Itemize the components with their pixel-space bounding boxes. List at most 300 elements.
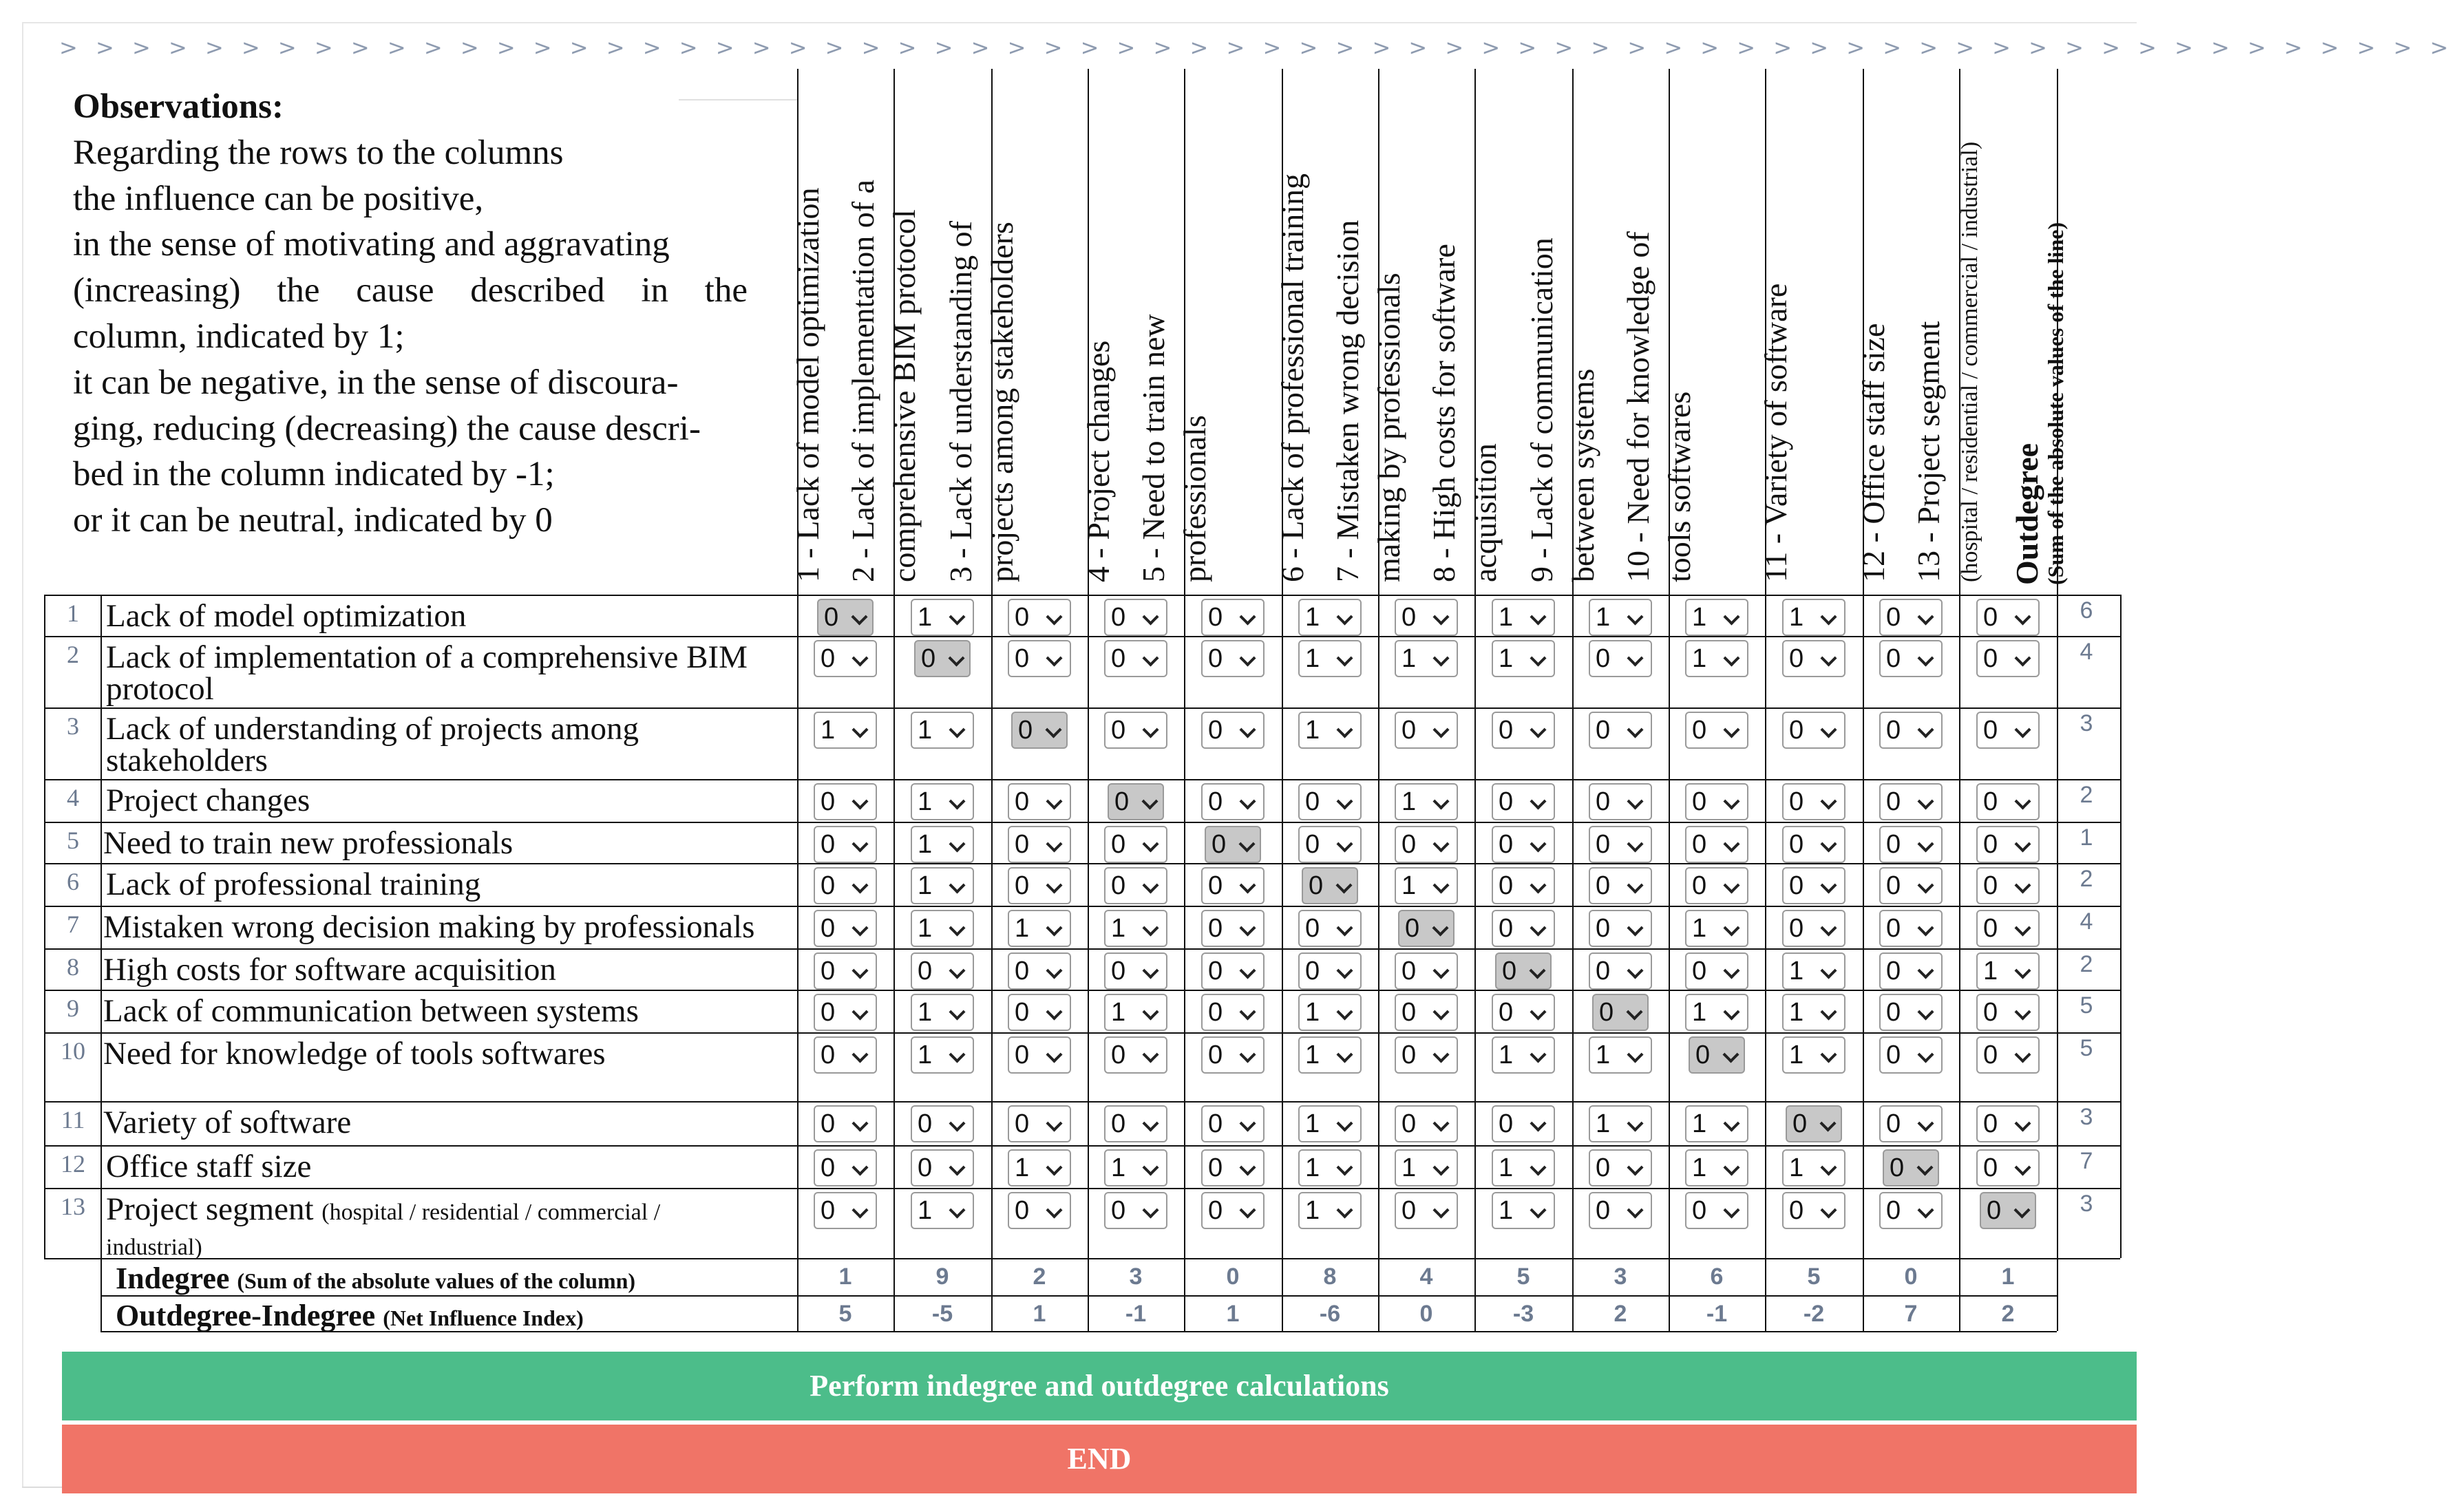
influence-select[interactable] — [1104, 826, 1167, 863]
select-value: 0 — [1305, 914, 1320, 943]
influence-select[interactable] — [814, 910, 877, 947]
chevron-down-icon — [1432, 1202, 1449, 1218]
chevron-down-icon — [1917, 919, 1934, 936]
influence-select[interactable] — [1395, 867, 1458, 904]
select-value: 0 — [821, 1041, 836, 1069]
column-header-text — [843, 73, 925, 582]
chevron-down-icon — [852, 650, 868, 666]
influence-select[interactable] — [1879, 867, 1943, 904]
chevron-down-icon — [1239, 1115, 1256, 1131]
diagonal-select[interactable] — [1689, 1036, 1745, 1074]
chevron-down-icon — [1530, 877, 1546, 893]
indegree-label — [116, 1261, 635, 1296]
outdegree-value: 3 — [2080, 710, 2093, 736]
column-header-line: making by professionals — [1371, 273, 1406, 582]
influence-select[interactable] — [1879, 599, 1943, 636]
row-label-text: stakeholders — [106, 743, 268, 778]
select-value: 0 — [1015, 871, 1030, 900]
influence-select[interactable] — [814, 783, 877, 820]
select-value: 0 — [1499, 871, 1514, 900]
select-value: 0 — [1886, 716, 1901, 745]
chevron-down-icon — [1820, 1046, 1837, 1063]
influence-select[interactable] — [911, 1036, 974, 1074]
influence-select[interactable] — [1104, 712, 1167, 749]
influence-select[interactable] — [1589, 640, 1652, 677]
influence-select[interactable] — [1104, 1192, 1167, 1229]
influence-select[interactable] — [1782, 640, 1845, 677]
influence-select[interactable] — [911, 712, 974, 749]
influence-select[interactable] — [1492, 1036, 1555, 1074]
chevron-down-icon — [852, 793, 868, 809]
select-value: 0 — [1015, 1196, 1030, 1225]
grid-line — [44, 1188, 2120, 1189]
chevron-down-icon — [1336, 608, 1353, 625]
influence-select[interactable] — [1201, 1036, 1265, 1074]
influence-select[interactable] — [1201, 640, 1265, 677]
influence-select[interactable] — [1008, 952, 1071, 990]
select-value: 1 — [1596, 1041, 1611, 1069]
select-value: 0 — [1692, 716, 1707, 745]
influence-select[interactable] — [1685, 599, 1748, 636]
influence-select[interactable] — [1685, 1149, 1748, 1186]
influence-select[interactable] — [1685, 867, 1748, 904]
influence-select[interactable] — [1976, 712, 2040, 749]
perform-calculations-button[interactable]: Perform indegree and outdegree calculations — [62, 1352, 2137, 1420]
select-value: 0 — [1015, 603, 1030, 632]
select-value: 0 — [1305, 787, 1320, 816]
row-label — [106, 641, 748, 705]
influence-select[interactable] — [1976, 994, 2040, 1031]
select-value: 0 — [821, 871, 836, 900]
select-value: 0 — [1499, 914, 1514, 943]
select-value: 0 — [1208, 603, 1223, 632]
influence-select[interactable] — [1879, 712, 1943, 749]
select-value: 0 — [1111, 957, 1126, 986]
chevron-down-icon — [2013, 1202, 2030, 1218]
select-value: 0 — [1599, 998, 1614, 1027]
influence-select[interactable] — [911, 994, 974, 1031]
influence-select[interactable] — [1104, 1036, 1167, 1074]
select-value: 0 — [1401, 957, 1417, 986]
net-influence-value: 1 — [1033, 1301, 1046, 1327]
influence-select[interactable] — [911, 1149, 974, 1186]
influence-select[interactable] — [1976, 826, 2040, 863]
influence-select[interactable] — [1589, 1105, 1652, 1142]
diagonal-select[interactable] — [1302, 867, 1358, 904]
influence-select[interactable] — [1104, 1149, 1167, 1186]
chevron-down-icon — [1917, 877, 1934, 893]
indegree-value: 0 — [1904, 1264, 1918, 1290]
influence-select[interactable] — [1008, 994, 1071, 1031]
chevron-down-icon — [1627, 1115, 1643, 1131]
influence-select[interactable] — [1104, 640, 1167, 677]
influence-select[interactable] — [1492, 910, 1555, 947]
influence-select[interactable] — [1104, 910, 1167, 947]
diagonal-select[interactable] — [1108, 783, 1164, 820]
grid-line — [44, 822, 2120, 823]
select-value: 0 — [1208, 1196, 1223, 1225]
net-influence-value: 2 — [2001, 1301, 2015, 1327]
indegree-value: 8 — [1323, 1264, 1337, 1290]
select-value: 0 — [1405, 914, 1420, 943]
select-value: 0 — [824, 603, 839, 632]
select-value: 1 — [1015, 914, 1030, 943]
select-value: 0 — [1987, 1196, 2002, 1225]
influence-select[interactable] — [1782, 1149, 1845, 1186]
influence-select[interactable] — [1104, 952, 1167, 990]
influence-select[interactable] — [1976, 599, 2040, 636]
influence-select[interactable] — [1782, 867, 1845, 904]
select-value: 0 — [1015, 1109, 1030, 1138]
influence-select[interactable] — [1201, 783, 1265, 820]
influence-select[interactable] — [1395, 599, 1458, 636]
influence-select[interactable] — [814, 952, 877, 990]
chevron-down-icon — [1820, 1202, 1837, 1218]
influence-select[interactable] — [1395, 1036, 1458, 1074]
influence-select[interactable] — [1685, 712, 1748, 749]
influence-select[interactable] — [1879, 826, 1943, 863]
influence-select[interactable] — [1782, 910, 1845, 947]
grid-line — [1572, 595, 1574, 1331]
influence-select[interactable] — [1685, 783, 1748, 820]
influence-select[interactable] — [1298, 1192, 1362, 1229]
diagonal-select[interactable] — [1398, 910, 1455, 947]
select-value: 0 — [1983, 871, 1998, 900]
select-value: 0 — [1111, 603, 1126, 632]
select-value: 1 — [1305, 1109, 1320, 1138]
influence-select[interactable] — [911, 867, 974, 904]
influence-select[interactable] — [1008, 1105, 1071, 1142]
select-value: 1 — [1305, 1041, 1320, 1069]
diagonal-select[interactable] — [1205, 826, 1261, 863]
influence-select[interactable] — [1879, 910, 1943, 947]
influence-select[interactable] — [1298, 599, 1362, 636]
influence-select[interactable] — [1492, 640, 1555, 677]
outdegree-value: 3 — [2080, 1104, 2093, 1130]
influence-select[interactable] — [911, 599, 974, 636]
select-value: 1 — [1983, 957, 1998, 986]
influence-select[interactable] — [1589, 599, 1652, 636]
influence-select[interactable] — [814, 1036, 877, 1074]
column-header-line: 12 - Office staff size — [1856, 323, 1891, 582]
influence-select[interactable] — [1492, 783, 1555, 820]
influence-select[interactable] — [1879, 994, 1943, 1031]
influence-select[interactable] — [1589, 952, 1652, 990]
row-label — [106, 713, 639, 776]
select-value: 1 — [1305, 1196, 1320, 1225]
select-value: 0 — [1789, 830, 1804, 859]
influence-select[interactable] — [1008, 1036, 1071, 1074]
influence-select[interactable] — [1201, 1105, 1265, 1142]
row-label-text: Mistaken wrong decision making by professionals — [103, 909, 755, 945]
influence-select[interactable] — [1879, 1105, 1943, 1142]
select-value: 1 — [1401, 1153, 1417, 1182]
influence-select[interactable] — [1685, 910, 1748, 947]
influence-select[interactable] — [1008, 640, 1071, 677]
diagonal-select[interactable] — [914, 640, 971, 677]
influence-select[interactable] — [1298, 952, 1362, 990]
row-number: 4 — [67, 784, 79, 811]
net-influence-value: 2 — [1614, 1301, 1627, 1327]
select-value: 1 — [1789, 998, 1804, 1027]
end-button[interactable]: END — [62, 1425, 2137, 1493]
influence-select[interactable] — [1589, 1149, 1652, 1186]
influence-select[interactable] — [1395, 1149, 1458, 1186]
influence-select[interactable] — [1492, 1192, 1555, 1229]
influence-select[interactable] — [1201, 712, 1265, 749]
influence-select[interactable] — [1976, 1105, 2040, 1142]
select-value: 1 — [918, 787, 933, 816]
influence-select[interactable] — [1008, 599, 1071, 636]
row-label-text: High costs for software acquisition — [103, 952, 556, 988]
influence-select[interactable] — [1782, 783, 1845, 820]
influence-select[interactable] — [1395, 1192, 1458, 1229]
influence-select[interactable] — [1685, 1105, 1748, 1142]
row-number: 1 — [67, 599, 79, 627]
chevron-down-icon — [1046, 793, 1062, 809]
indegree-value: 5 — [1516, 1264, 1530, 1290]
select-value: 0 — [1401, 1041, 1417, 1069]
influence-select[interactable] — [814, 994, 877, 1031]
influence-select[interactable] — [1395, 712, 1458, 749]
chevron-down-icon — [1820, 877, 1837, 893]
row-label-text: Lack of model optimization — [106, 598, 467, 634]
influence-select[interactable] — [1589, 826, 1652, 863]
diagonal-select[interactable] — [1883, 1149, 1939, 1186]
indegree-label-text: Indegree — [116, 1261, 230, 1295]
select-value: 1 — [1692, 603, 1707, 632]
influence-select[interactable] — [1782, 994, 1845, 1031]
influence-select[interactable] — [814, 1192, 877, 1229]
select-value: 0 — [821, 644, 836, 673]
select-value: 0 — [1018, 716, 1033, 745]
chevron-down-icon — [1335, 877, 1352, 893]
influence-select[interactable] — [1976, 783, 2040, 820]
chevron-down-icon — [1046, 835, 1062, 852]
influence-select[interactable] — [1879, 640, 1943, 677]
influence-select[interactable] — [1008, 783, 1071, 820]
influence-select[interactable] — [1589, 712, 1652, 749]
influence-select[interactable] — [1008, 826, 1071, 863]
select-value: 1 — [918, 830, 933, 859]
influence-select[interactable] — [1008, 1192, 1071, 1229]
influence-select[interactable] — [911, 910, 974, 947]
influence-select[interactable] — [1492, 994, 1555, 1031]
influence-select[interactable] — [1201, 1149, 1265, 1186]
influence-select[interactable] — [814, 867, 877, 904]
influence-select[interactable] — [1395, 640, 1458, 677]
influence-select[interactable] — [1879, 1192, 1943, 1229]
influence-select[interactable] — [1685, 994, 1748, 1031]
observations-line: Regarding the rows to the columns — [73, 133, 564, 172]
influence-select[interactable] — [1879, 952, 1943, 990]
influence-select[interactable] — [1201, 1192, 1265, 1229]
influence-select[interactable] — [1782, 1036, 1845, 1074]
influence-select[interactable] — [1298, 783, 1362, 820]
influence-select[interactable] — [1782, 826, 1845, 863]
influence-select[interactable] — [1104, 599, 1167, 636]
influence-select[interactable] — [1492, 1149, 1555, 1186]
influence-select[interactable] — [1492, 712, 1555, 749]
influence-select[interactable] — [1976, 867, 2040, 904]
influence-select[interactable] — [1201, 994, 1265, 1031]
influence-select[interactable] — [1395, 826, 1458, 863]
influence-select[interactable] — [1298, 1105, 1362, 1142]
influence-select[interactable] — [1492, 826, 1555, 863]
net-influence-label-text: Outdegree-Indegree — [116, 1299, 376, 1332]
select-value: 0 — [1015, 787, 1030, 816]
influence-select[interactable] — [1589, 1192, 1652, 1229]
influence-select[interactable] — [1298, 640, 1362, 677]
influence-select[interactable] — [1395, 952, 1458, 990]
select-value: 0 — [1401, 830, 1417, 859]
influence-select[interactable] — [1976, 910, 2040, 947]
chevron-down-icon — [852, 919, 868, 936]
influence-select[interactable] — [1104, 1105, 1167, 1142]
influence-select[interactable] — [1298, 994, 1362, 1031]
chevron-down-icon — [2014, 793, 2031, 809]
influence-select[interactable] — [814, 826, 877, 863]
influence-select[interactable] — [1685, 826, 1748, 863]
influence-select[interactable] — [1589, 783, 1652, 820]
select-value: 1 — [1692, 1153, 1707, 1182]
influence-select[interactable] — [1298, 826, 1362, 863]
grid-line — [1282, 595, 1283, 1331]
influence-select[interactable] — [911, 826, 974, 863]
column-header-text — [1853, 73, 1894, 582]
influence-select[interactable] — [814, 1149, 877, 1186]
select-value: 0 — [1789, 871, 1804, 900]
select-value: 0 — [1692, 830, 1707, 859]
select-value: 0 — [1596, 644, 1611, 673]
influence-select[interactable] — [1008, 910, 1071, 947]
influence-select[interactable] — [1395, 1105, 1458, 1142]
select-value: 0 — [1401, 1196, 1417, 1225]
influence-select[interactable] — [1589, 1036, 1652, 1074]
chevron-down-icon — [1046, 650, 1062, 666]
select-value: 0 — [1015, 644, 1030, 673]
influence-select[interactable] — [1298, 712, 1362, 749]
select-value: 0 — [1208, 914, 1223, 943]
influence-select[interactable] — [1104, 867, 1167, 904]
select-value: 0 — [1692, 957, 1707, 986]
influence-select[interactable] — [911, 783, 974, 820]
outdegree-subtitle: (Sum of the absolute values of the line) — [2043, 222, 2068, 585]
influence-select[interactable] — [1395, 994, 1458, 1031]
chevron-down-icon — [1917, 793, 1934, 809]
influence-select[interactable] — [911, 952, 974, 990]
grid-line — [44, 636, 2120, 637]
influence-select[interactable] — [1782, 599, 1845, 636]
chevron-down-icon — [1723, 1003, 1739, 1020]
chevron-down-icon — [1820, 962, 1837, 979]
influence-select[interactable] — [911, 1105, 974, 1142]
diagonal-select[interactable] — [1786, 1105, 1842, 1142]
select-value: 0 — [1789, 716, 1804, 745]
influence-select[interactable] — [1104, 994, 1167, 1031]
influence-select[interactable] — [1492, 599, 1555, 636]
influence-select[interactable] — [1685, 952, 1748, 990]
influence-select[interactable] — [1298, 1149, 1362, 1186]
select-value: 0 — [1305, 957, 1320, 986]
select-value: 0 — [1111, 1109, 1126, 1138]
chevron-down-icon — [852, 877, 868, 893]
diagonal-select[interactable] — [1011, 712, 1068, 749]
influence-select[interactable] — [1782, 952, 1845, 990]
row-label — [106, 782, 310, 818]
influence-select[interactable] — [814, 712, 877, 749]
diagonal-select[interactable] — [1980, 1192, 2036, 1229]
select-value: 0 — [1789, 787, 1804, 816]
influence-select[interactable] — [1685, 640, 1748, 677]
select-value: 1 — [1596, 1109, 1611, 1138]
diagonal-select[interactable] — [1592, 994, 1649, 1031]
influence-select[interactable] — [1298, 1036, 1362, 1074]
influence-select[interactable] — [1395, 783, 1458, 820]
influence-select[interactable] — [1492, 1105, 1555, 1142]
row-label — [103, 995, 639, 1027]
select-value: 0 — [1015, 830, 1030, 859]
chevron-down-icon — [1820, 721, 1837, 738]
chevron-down-icon — [1723, 721, 1739, 738]
influence-select[interactable] — [814, 1105, 877, 1142]
influence-select[interactable] — [1008, 1149, 1071, 1186]
diagonal-select[interactable] — [1495, 952, 1552, 990]
diagonal-select[interactable] — [817, 599, 874, 636]
influence-select[interactable] — [1976, 1149, 2040, 1186]
influence-select[interactable] — [1201, 867, 1265, 904]
influence-select[interactable] — [1976, 952, 2040, 990]
chevron-down-icon — [1142, 877, 1159, 893]
outdegree-value: 2 — [2080, 782, 2093, 808]
influence-select[interactable] — [1298, 910, 1362, 947]
influence-select[interactable] — [1879, 1036, 1943, 1074]
influence-select[interactable] — [1976, 1036, 2040, 1074]
chevron-down-icon — [1142, 650, 1159, 666]
influence-select[interactable] — [1589, 910, 1652, 947]
influence-select[interactable] — [1201, 599, 1265, 636]
chevron-down-icon — [1239, 1159, 1256, 1175]
influence-select[interactable] — [1879, 783, 1943, 820]
influence-select[interactable] — [1589, 867, 1652, 904]
influence-select[interactable] — [1201, 952, 1265, 990]
chevron-down-icon — [1141, 793, 1158, 809]
select-value: 0 — [1305, 830, 1320, 859]
chevron-down-icon — [1142, 608, 1159, 625]
influence-select[interactable] — [1685, 1192, 1748, 1229]
influence-select[interactable] — [1008, 867, 1071, 904]
chevron-down-icon — [1627, 835, 1643, 852]
influence-select[interactable] — [1782, 712, 1845, 749]
influence-select[interactable] — [814, 640, 877, 677]
chevron-down-icon — [852, 962, 868, 979]
influence-select[interactable] — [1976, 640, 2040, 677]
chevron-down-icon — [1627, 721, 1643, 738]
chevron-down-icon — [1530, 650, 1546, 666]
column-header-line: 13 - Project segment — [1911, 321, 1946, 582]
select-value: 1 — [1596, 603, 1611, 632]
select-value: 0 — [1111, 1196, 1126, 1225]
influence-select[interactable] — [1492, 867, 1555, 904]
row-label — [106, 866, 481, 902]
grid-line — [44, 1101, 2120, 1103]
influence-select[interactable] — [1201, 910, 1265, 947]
select-value: 0 — [1111, 644, 1126, 673]
influence-select[interactable] — [1782, 1192, 1845, 1229]
chevron-down-icon — [1046, 1003, 1062, 1020]
influence-select[interactable] — [911, 1192, 974, 1229]
chevron-down-icon — [852, 1159, 868, 1175]
